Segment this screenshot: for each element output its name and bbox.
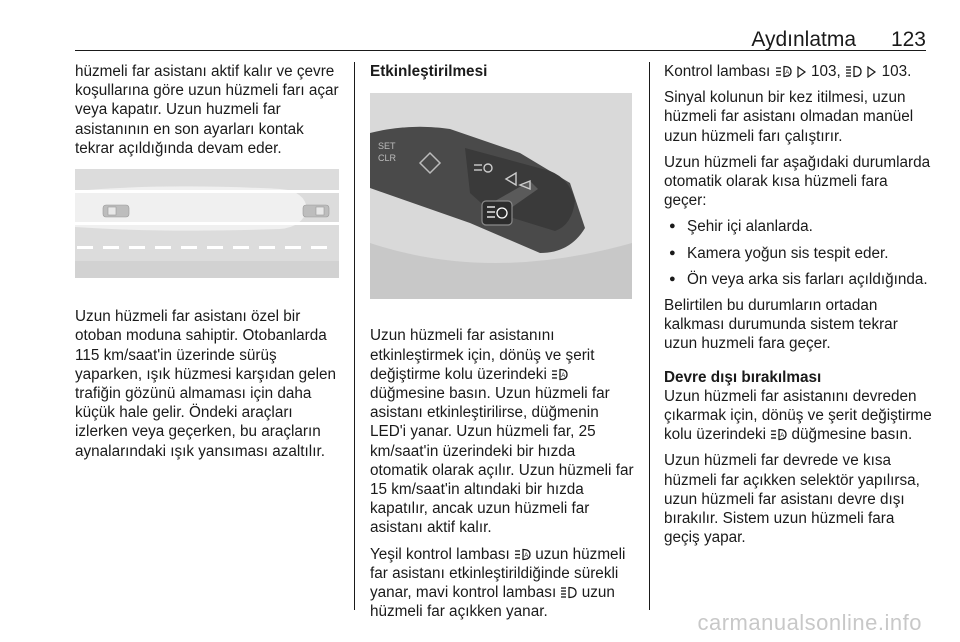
conditions-list bbox=[664, 217, 932, 289]
turn-signal-lever-illustration bbox=[370, 93, 632, 299]
page-reference-icon[interactable] bbox=[866, 66, 877, 78]
section-heading-activation: Etkinleştirilmesi bbox=[370, 63, 488, 80]
col3-paragraph-6: Uzun hüzmeli far devrede ve kısa hüzmeli far açıkken selektör yapılırsa, uzun hüzmeli far asistanı devre dışı bırakılır. Sistem uzun hüzmeli fara geçiş yapar. bbox=[664, 452, 920, 547]
column-divider-2 bbox=[649, 62, 650, 610]
svg-text:A: A bbox=[524, 552, 529, 559]
page-reference-icon[interactable] bbox=[796, 66, 807, 78]
watermark: carmanualsonline.info bbox=[697, 610, 922, 635]
car-left bbox=[103, 205, 129, 217]
highway-mode-illustration bbox=[75, 169, 339, 278]
col3-paragraph-4: Belirtilen bu durumların ortadan kalkması durumunda sistem tekrar uzun huzmeli fara geçer. bbox=[664, 297, 898, 353]
col3-paragraph-1: Kontrol lambası A 103, 103. bbox=[664, 63, 912, 80]
col3-paragraph-5: Uzun hüzmeli far asistanını devreden çıkarmak için, dönüş ve şerit değiştirme kolu üzerindeki A düğmesine basın. bbox=[664, 387, 932, 444]
high-beam-icon bbox=[560, 586, 577, 599]
column-3 bbox=[664, 62, 932, 554]
section-heading-deactivation: Devre dışı bırakılması bbox=[664, 368, 822, 386]
svg-text:CLR: CLR bbox=[378, 153, 397, 164]
svg-text:A: A bbox=[561, 372, 566, 379]
col2-paragraph-2: Yeşil kontrol lambası A uzun hüzmeli far asistanı etkinleştirildiğinde sürekli yanar, mavi kontrol lambası uzun hüzmeli far açıkken yanar. bbox=[370, 545, 626, 621]
list-item: ● Şehir içi alanlarda. bbox=[664, 217, 932, 236]
col1-paragraph-2: Uzun hüzmeli far asistanı özel bir otoban moduna sahiptir. Otobanlarda 115 km/saat'in üzerinde sürüş yaparken, ışık hüzmesi karşıdan gelen trafiğin gözünü almaması için daha küçük hale gelir. Öndeki araçları izlerken veya geçerken, bu araçların aynalarındaki ışık yansıması azaltılır. bbox=[75, 308, 337, 460]
svg-text:A: A bbox=[780, 433, 785, 440]
col3-paragraph-2: Sinyal kolunun bir kez itilmesi, uzun hüzmeli far asistanı olmadan manüel uzun hüzmeli farı çalıştırır. bbox=[664, 89, 914, 145]
high-beam-assist-icon bbox=[770, 428, 787, 441]
col2-paragraph-1: Uzun hüzmeli far asistanını etkinleştirmek için, dönüş ve şerit değiştirme kolu üzerindeki A düğmesine basın. Uzun hüzmeli far asistanı etkinleştirilirse, düğmenin LED'i yanar. Uzun hüzmeli far, 25 km/saat'in üzerindeki bir hızda otomatik olarak açılır. Uzun hüzmeli far 15 km/saat'in altındaki bir hızda kapatılır, ancak uzun hüzmeli far asistanı aktif kalır. bbox=[370, 327, 634, 537]
svg-text:A: A bbox=[784, 70, 789, 76]
car-right bbox=[303, 205, 329, 217]
list-item: ● Kamera yoğun sis tespit eder. bbox=[664, 244, 932, 263]
page-reference-link[interactable]: 103, bbox=[811, 63, 841, 80]
high-beam-icon bbox=[845, 65, 862, 78]
column-2 bbox=[370, 62, 634, 628]
page-header bbox=[75, 28, 926, 50]
high-beam-assist-icon bbox=[551, 368, 568, 381]
header-rule bbox=[75, 50, 926, 51]
svg-text:SET: SET bbox=[378, 141, 396, 152]
col3-paragraph-3: Uzun hüzmeli far aşağıdaki durumlarda otomatik olarak kısa hüzmeli fara geçer: bbox=[664, 153, 931, 210]
section-title: Aydınlatma bbox=[751, 28, 856, 51]
column-divider-1 bbox=[354, 62, 355, 610]
list-item: ● Ön veya arka sis farları açıldığında. bbox=[664, 270, 932, 289]
page-number: 123 bbox=[890, 28, 926, 51]
page-reference-link[interactable]: 103. bbox=[881, 63, 912, 80]
column-1 bbox=[75, 62, 343, 468]
col1-paragraph-1: hüzmeli far asistanı aktif kalır ve çevre koşullarına göre uzun hüzmeli farı açar veya kapatır. Uzun huzmeli far asistanının en son ayarları kontak tekrar açıldığında devam eder. bbox=[75, 63, 339, 157]
high-beam-assist-icon bbox=[514, 548, 531, 561]
high-beam-assist-icon bbox=[775, 65, 792, 78]
